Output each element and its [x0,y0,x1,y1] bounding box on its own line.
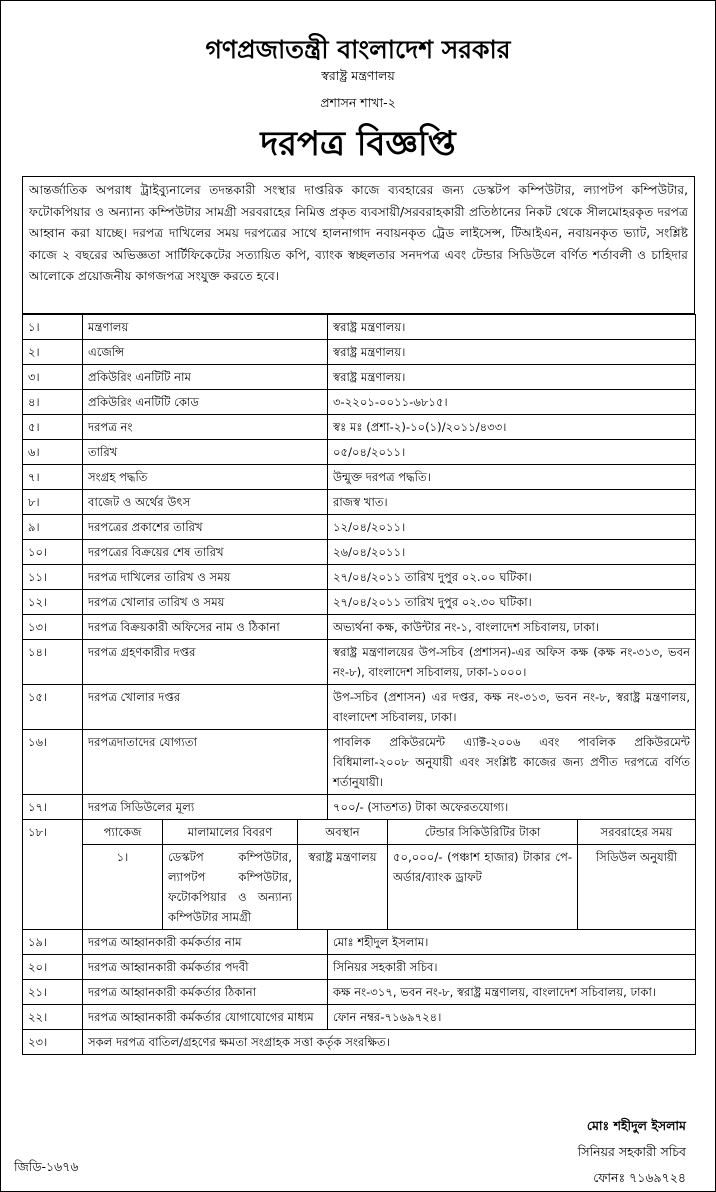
signatory-designation: সিনিয়র সহকারী সচিব [577,1144,686,1159]
row-value: কক্ষ নং-৩১৭, ভবন নং-৮, স্বরাষ্ট্র মন্ত্রণালয়, বাংলাদেশ সচিবালয়, ঢাকা। [328,980,696,1005]
row-value: স্বঃ মঃ (প্রশা-২)-১০(১)/২০১১/৪৩৩। [328,415,696,440]
table-row [23,955,696,980]
table-row [23,565,696,590]
row-label: সংগ্রহ পদ্ধতি [83,465,328,490]
package-row [23,845,696,930]
row-value: ফোন নম্বর-৭১৬৯৭২৪। [328,1005,696,1030]
row-number: ৩। [23,365,83,390]
government-title: গণপ্রজাতন্ত্রী বাংলাদেশ সরকার [205,35,511,64]
row-number: ৭। [23,465,83,490]
row-number: ২। [23,340,83,365]
row-label: দরপত্র আহ্বানকারী কর্মকর্তার যোগাযোগের মাধ্যম [83,1005,328,1030]
row-number: ১০। [23,540,83,565]
row-label: তারিখ [83,440,328,465]
package-header: প্যাকেজ [83,820,163,845]
package-header: অবস্থান [298,820,388,845]
table-row [23,730,696,795]
row-label: দরপত্র খোলার তারিখ ও সময় [83,590,328,615]
row-number: ১৩। [23,615,83,640]
package-security: ৫০,০০০/- (পঞ্চাশ হাজার) টাকার পে-অর্ডার/ব্যাংক ড্রাফট [388,845,578,930]
row-number: ২২। [23,1005,83,1030]
row-value: স্বরাষ্ট্র মন্ত্রণালয়ের উপ-সচিব (প্রশাসন)-এর অফিস কক্ষ (কক্ষ নং-৩১৩, ভবন নং-৮), বাংলাদেশ সচিবালয়, ঢাকা-১০০০। [328,640,696,685]
row-label: দরপত্র গ্রহণকারীর দপ্তর [83,640,328,685]
signatory-name: মোঃ শহীদুল ইসলাম [586,1118,686,1133]
row-value: স্বরাষ্ট্র মন্ত্রণালয়। [328,365,696,390]
table-row [23,315,696,340]
row-number: ২১। [23,980,83,1005]
row-label: দরপত্র আহ্বানকারী কর্মকর্তার পদবী [83,955,328,980]
row-number: ১৭। [23,795,83,820]
row-label: দরপত্র আহ্বানকারী কর্মকর্তার নাম [83,930,328,955]
row-number: ৫। [23,415,83,440]
row-label: দরপত্র আহ্বানকারী কর্মকর্তার ঠিকানা [83,980,328,1005]
table-row [23,465,696,490]
row-number: ১৬। [23,730,83,795]
package-header: সরবরাহের সময় [578,820,696,845]
row-number: ২০। [23,955,83,980]
table-row [23,1030,696,1055]
package-header: টেন্ডার সিকিউরিটির টাকা [388,820,578,845]
gd-code: জিডি-১৬৭৬ [14,1159,79,1174]
row-value: ৩-২২০১-০০১১-৬৮১৫। [328,390,696,415]
row-value: উপ-সচিব (প্রশাসন) এর দপ্তর, কক্ষ নং-৩১৩, ভবন নং-৮, স্বরাষ্ট্র মন্ত্রণালয়, বাংলাদেশ সচিবালয়, ঢাকা। [328,685,696,730]
table-row [23,540,696,565]
table-row [23,415,696,440]
row-number: ১৮। [23,820,83,930]
tender-table [22,314,696,1055]
row-number: ১২। [23,590,83,615]
signatory-phone: ফোনঃ ৭১৬৯৭২৪ [593,1170,686,1185]
notice-title: দরপত্র বিজ্ঞপ্তি [260,124,456,164]
row-number: ৪। [23,390,83,415]
table-row [23,365,696,390]
row-value: ১২/০৪/২০১১। [328,515,696,540]
row-label: দরপত্র খোলার দপ্তর [83,685,328,730]
table-row [23,795,696,820]
table-row [23,1005,696,1030]
row-number: ২৩। [23,1030,83,1055]
row-number: ১৪। [23,640,83,685]
signature-block [578,1113,686,1191]
row-number: ১১। [23,565,83,590]
row-label: এজেন্সি [83,340,328,365]
table-row [23,930,696,955]
row-label: প্রকিউরিং এনটিটি নাম [83,365,328,390]
intro-paragraph: আন্তর্জাতিক অপরাধ ট্রাইব্যুনালের তদন্তকারী সংস্থার দাপ্তরিক কাজে ব্যবহারের জন্য ডেস্কটপ কম্পিউটার, ল্যাপটপ কম্পিউটার, ফটোকপিয়ার ও অন্যান্য কম্পিউটার সামগ্রী সরবরাহের নিমিত্ত প্রকৃত ব্যবসায়ী/সরবরাহকারী প্রতিষ্ঠানের নিকট থেকে সীলমোহরকৃত দরপত্র আহ্বান করা যাচ্ছে। দরপত্র দাখিলের সময় দরপত্রের সাথে হালনাগাদ নবায়নকৃত ট্রেড লাইসেন্স, টিআইএন, নবায়নকৃত ভ্যাট, সংশ্লিষ্ট কাজে ২ বছরের অভিজ্ঞতা সার্টিফিকেটের সত্যায়িত কপি, ব্যাংক স্বচ্ছলতার সনদপত্র এবং টেন্ডার সিডিউলে বর্ণিত শর্তাবলী ও চাহিদার আলোকে প্রয়োজনীয় কাগজপত্র সংযুক্ত করতে হবে। [22,176,695,314]
table-row [23,440,696,465]
row-value: মোঃ শহীদুল ইসলাম। [328,930,696,955]
ministry-name: স্বরাষ্ট্র মন্ত্রণালয় [321,68,395,83]
table-row [23,490,696,515]
package-number: ১। [83,845,163,930]
table-row [23,980,696,1005]
table-row [23,685,696,730]
row-label: দরপত্র নং [83,415,328,440]
row-value: সিনিয়র সহকারী সচিব। [328,955,696,980]
row-value: পাবলিক প্রকিউরমেন্ট এ্যাক্ট-২০০৬ এবং পাবলিক প্রকিউরমেন্ট বিধিমালা-২০০৮ অনুযায়ী এবং সংশ্লিষ্ট কাজের জন্য প্রণীত দরপত্রে বর্ণিত শর্তানুযায়ী। [328,730,696,795]
row-text: সকল দরপত্র বাতিল/গ্রহণের ক্ষমতা সংগ্রাহক সত্তা কর্তৃক সংরক্ষিত। [83,1030,696,1055]
row-number: ৮। [23,490,83,515]
package-location: স্বরাষ্ট্র মন্ত্রণালয় [298,845,388,930]
row-value: রাজস্ব খাত। [328,490,696,515]
row-value: স্বরাষ্ট্র মন্ত্রণালয়। [328,340,696,365]
row-value: ২৬/০৪/২০১১। [328,540,696,565]
row-value: ২৭/০৪/২০১১ তারিখ দুপুর ০২.০০ ঘটিকা। [328,565,696,590]
row-number: ১৯। [23,930,83,955]
table-row [23,390,696,415]
row-label: দরপত্রদাতাদের যোগ্যতা [83,730,328,795]
table-row [23,640,696,685]
row-label: দরপত্র সিডিউলের মূল্য [83,795,328,820]
row-value: ০৫/০৪/২০১১। [328,440,696,465]
table-row [23,340,696,365]
row-label: দরপত্র বিক্রয়কারী অফিসের নাম ও ঠিকানা [83,615,328,640]
package-delivery: সিডিউল অনুযায়ী [578,845,696,930]
row-value: উন্মুক্ত দরপত্র পদ্ধতি। [328,465,696,490]
row-label: মন্ত্রণালয় [83,315,328,340]
table-row [23,515,696,540]
table-row [23,590,696,615]
row-label: প্রকিউরিং এনটিটি কোড [83,390,328,415]
table-row [23,615,696,640]
package-header: মালামালের বিবরণ [163,820,298,845]
row-value: ২৭/০৪/২০১১ তারিখ দুপুর ০২.৩০ ঘটিকা। [328,590,696,615]
row-value: অভ্যর্থনা কক্ষ, কাউন্টার নং-১, বাংলাদেশ সচিবালয়, ঢাকা। [328,615,696,640]
branch-name: প্রশাসন শাখা-২ [320,95,396,110]
row-label: দরপত্র দাখিলের তারিখ ও সময় [83,565,328,590]
package-header-row [23,820,696,845]
row-label: বাজেট ও অর্থের উৎস [83,490,328,515]
row-value: ৭০০/- (সাতশত) টাকা অফেরতযোগ্য। [328,795,696,820]
row-number: ৬। [23,440,83,465]
row-value: স্বরাষ্ট্র মন্ত্রণালয়। [328,315,696,340]
row-label: দরপত্রের প্রকাশের তারিখ [83,515,328,540]
package-description: ডেস্কটপ কম্পিউটার, ল্যাপটপ কম্পিউটার, ফটোকপিয়ার ও অন্যান্য কম্পিউটার সামগ্রী [163,845,298,930]
row-label: দরপত্রের বিক্রয়ের শেষ তারিখ [83,540,328,565]
row-number: ৯। [23,515,83,540]
row-number: ১৫। [23,685,83,730]
row-number: ১। [23,315,83,340]
